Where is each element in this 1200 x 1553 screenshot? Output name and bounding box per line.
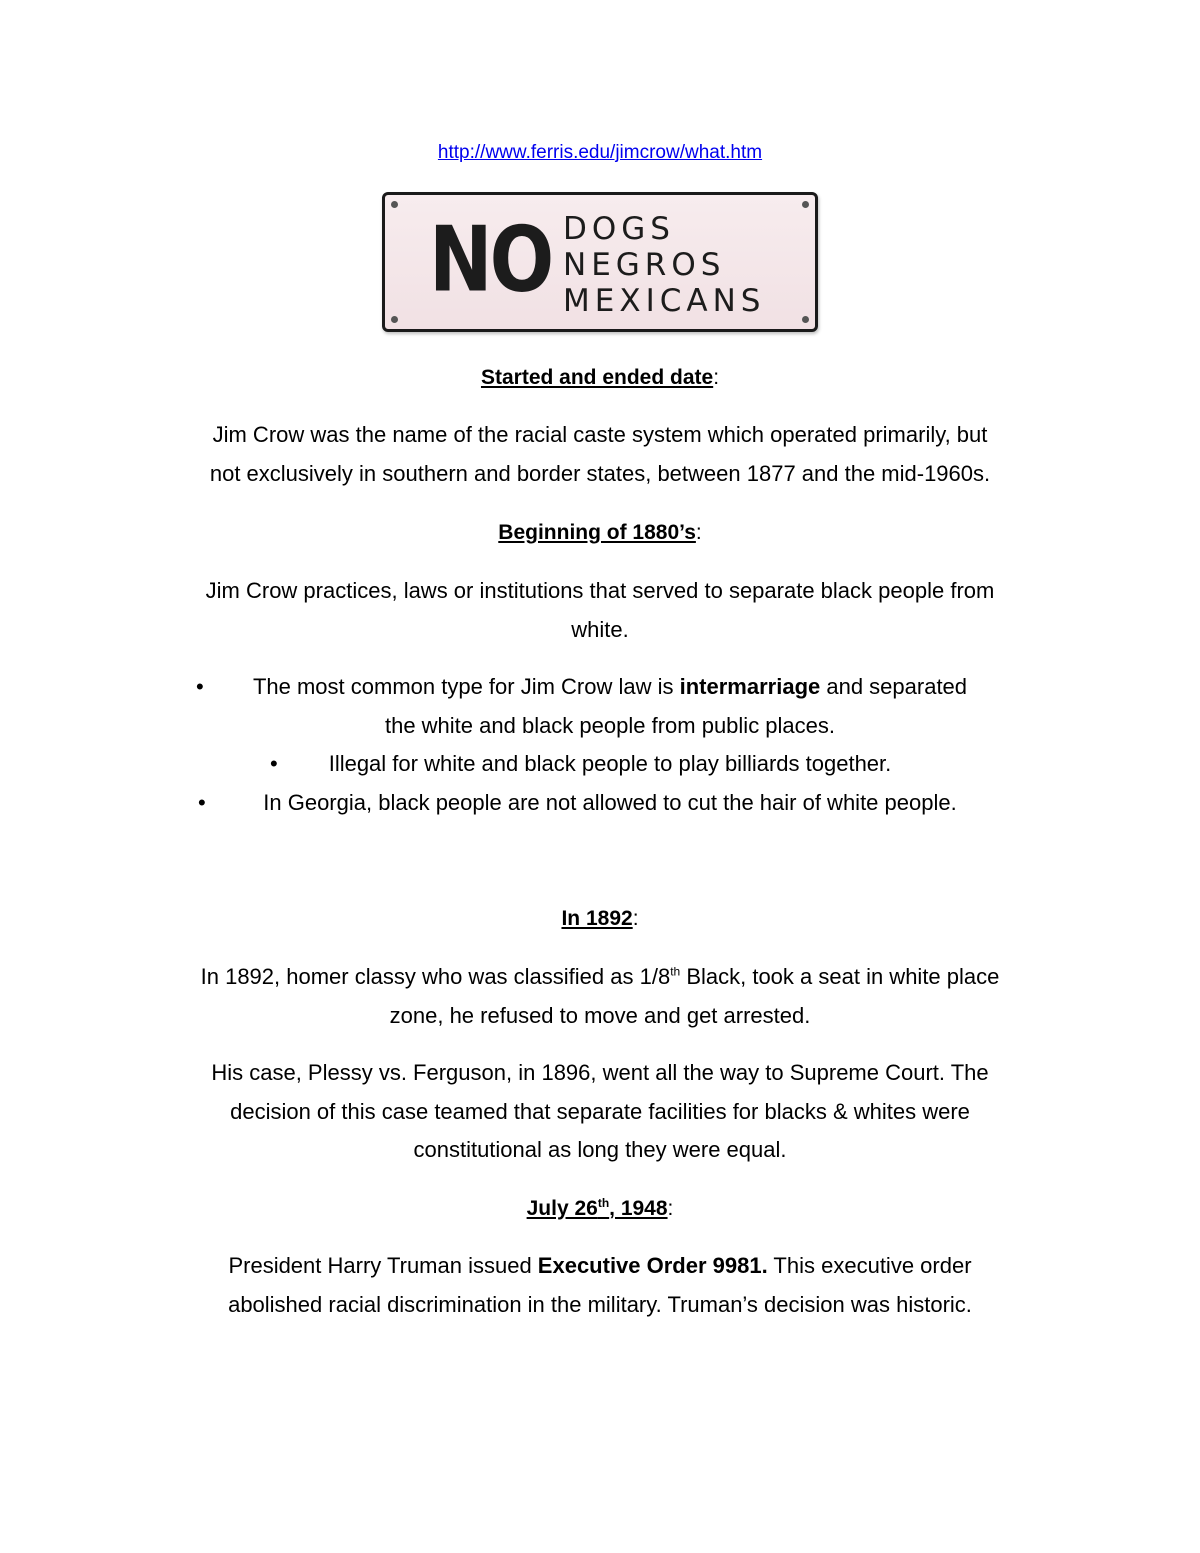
heading-colon: :	[632, 907, 639, 930]
bullet-text-line: Illegal for white and black people to play billiards together.	[328, 751, 892, 776]
bullet-bold-text: intermarriage	[679, 674, 821, 699]
paragraph-line: constitutional as long they were equal.	[413, 1137, 787, 1162]
paragraph-line: not exclusively in southern and border states, between 1877 and the mid-1960s.	[209, 460, 991, 486]
sign-word-negros: NEGROS	[563, 247, 726, 283]
screw-icon	[802, 201, 809, 208]
paragraph-line: abolished racial discrimination in the military. Truman’s decision was historic.	[228, 1291, 972, 1317]
heading-colon: :	[695, 521, 702, 544]
heading-text: Beginning of 1880’s	[498, 521, 696, 544]
heading-colon: :	[713, 366, 720, 389]
paragraph-plessy	[140, 1054, 1060, 1170]
bullet-text: and separated	[820, 674, 968, 699]
sign-word-mexicans: MEXICANS	[563, 283, 766, 319]
screw-icon	[802, 316, 809, 323]
paragraph-line	[140, 958, 1060, 997]
bullet-text-line	[160, 668, 1060, 707]
bullet-text-line: In Georgia, black people are not allowed to cut the hair of white people.	[263, 789, 957, 815]
sign-no-text: NO	[429, 206, 552, 312]
heading-text-part: , 1948	[609, 1197, 668, 1220]
bullet-list	[160, 668, 1060, 822]
screw-icon	[391, 316, 398, 323]
heading-text: Started and ended date	[480, 366, 714, 389]
paragraph-line: Jim Crow practices, laws or institutions that served to separate black people from	[205, 578, 995, 603]
paragraph-line: white.	[571, 616, 629, 642]
bullet-icon: •	[270, 751, 278, 776]
heading-july-26-1948	[0, 1195, 1200, 1223]
paragraph-line	[140, 1247, 1060, 1286]
superscript: th	[597, 1196, 610, 1210]
paragraph-started-ended	[140, 416, 1060, 493]
paragraph-line: zone, he refused to move and get arrested.	[389, 1002, 811, 1028]
sign-words	[563, 211, 765, 319]
heading-beginning-1880s	[0, 519, 1200, 547]
bullet-text: The most common type for Jim Crow law is	[252, 674, 680, 699]
screw-icon	[391, 201, 398, 208]
bullet-icon: •	[196, 674, 204, 699]
sign-plate	[382, 192, 818, 332]
paragraph-1892	[140, 958, 1060, 1035]
source-link[interactable]: http://www.ferris.edu/jimcrow/what.htm	[437, 142, 763, 163]
list-item	[160, 668, 1060, 745]
paragraph-text: This executive order	[767, 1253, 972, 1278]
bullet-icon: •	[198, 789, 206, 815]
paragraph-beginning	[140, 572, 1060, 649]
heading-colon: :	[667, 1197, 674, 1220]
paragraph-text: President Harry Truman issued	[228, 1253, 538, 1278]
paragraph-bold-text: Executive Order 9981.	[537, 1253, 768, 1278]
list-item	[160, 745, 1060, 784]
superscript: th	[670, 964, 681, 979]
heading-text-part: July 26	[526, 1197, 598, 1220]
paragraph-text: Black, took a seat in white place	[680, 964, 1000, 989]
heading-text: In 1892	[561, 907, 633, 930]
paragraph-1948	[140, 1247, 1060, 1324]
paragraph-text: In 1892, homer classy who was classified as 1/8	[200, 964, 671, 989]
heading-started-ended-date	[0, 364, 1200, 392]
paragraph-line: decision of this case teamed that separate facilities for blacks & whites were	[230, 1098, 970, 1124]
list-item	[160, 784, 1060, 823]
paragraph-line: Jim Crow was the name of the racial caste system which operated primarily, but	[212, 422, 988, 447]
no-dogs-negros-mexicans-sign-image	[380, 190, 820, 334]
sign-word-dogs: DOGS	[563, 211, 675, 247]
bullet-text-line: the white and black people from public places.	[384, 712, 836, 738]
heading-text	[527, 1197, 668, 1220]
heading-in-1892	[0, 905, 1200, 933]
paragraph-line: His case, Plessy vs. Ferguson, in 1896, went all the way to Supreme Court. The	[211, 1060, 989, 1085]
